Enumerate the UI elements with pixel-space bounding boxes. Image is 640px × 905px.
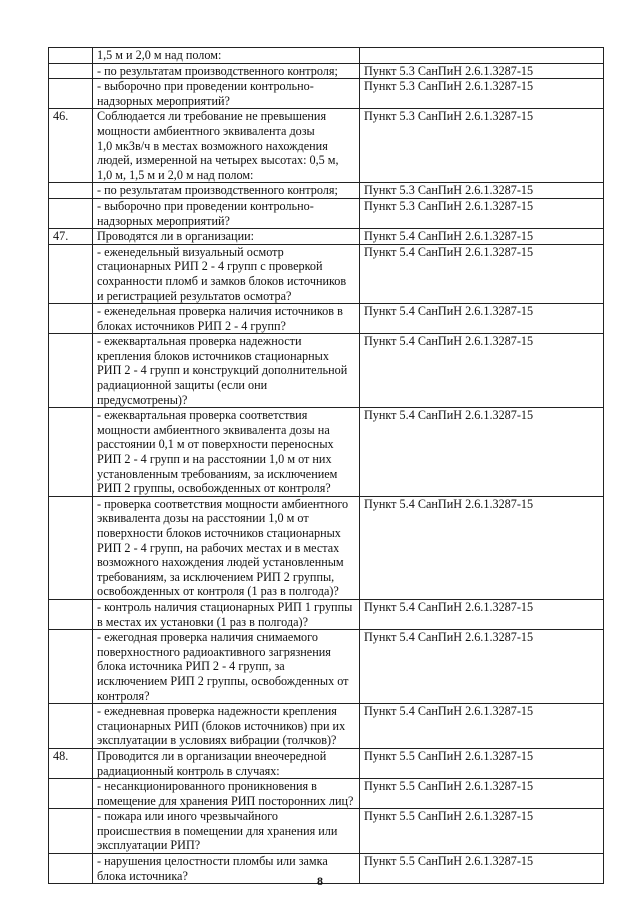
reference-cell [360,48,604,64]
requirement-cell [93,599,360,629]
table-row [49,229,604,245]
table-row [49,244,604,303]
requirement-line: помещение для хранения РИП посторонних лиц? [97,793,354,808]
page-number: 8 [317,874,323,888]
reference-cell: Пункт 5.4 СанПиН 2.6.1.3287-15 [360,408,604,497]
requirement-cell [93,704,360,749]
item-number-cell [49,809,93,854]
item-number-cell [49,79,93,109]
item-number-cell [49,244,93,303]
reference-cell: Пункт 5.4 СанПиН 2.6.1.3287-15 [360,630,604,704]
reference-cell: Пункт 5.5 СанПиН 2.6.1.3287-15 [360,779,604,809]
reference-cell: Пункт 5.4 СанПиН 2.6.1.3287-15 [360,599,604,629]
requirement-cell [93,48,360,64]
requirement-line: - несанкционированного проникновения в [97,779,317,794]
requirement-line: установленным требованиям, за исключением [97,466,338,481]
table-row [49,48,604,64]
requirement-line: - нарушения целостности пломбы или замка [97,854,328,869]
requirement-line: эксплуатации РИП? [97,838,201,853]
table-row [49,334,604,408]
reference-cell: Пункт 5.4 СанПиН 2.6.1.3287-15 [360,304,604,334]
requirement-cell [93,408,360,497]
requirement-line: Проводится ли в организации внеочередной [97,748,327,763]
requirement-line: сохранности пломб и замков блоков источников [97,273,347,288]
table-row [49,809,604,854]
item-number-cell [49,183,93,199]
requirement-line: - проверка соответствия мощности амбиентного [97,496,349,511]
requirement-line: радиационной защиты (если они [97,378,268,393]
requirement-line: РИП 2 - 4 групп и на расстоянии 1,0 м от них [97,452,332,467]
requirement-line: требованиям, за исключением РИП 2 группы, [97,569,335,584]
requirement-line: радиационный контроль в случаях: [97,763,280,778]
requirement-line: Соблюдается ли требование не превышения [97,109,327,124]
requirement-line: предусмотрены)? [97,392,188,407]
item-number-cell: 46. [49,109,93,183]
requirement-cell [93,809,360,854]
requirement-line: стационарных РИП (блоков источников) при их [97,718,346,733]
requirement-line: эквивалента дозы на расстоянии 1,0 м от [97,511,309,526]
requirement-line: - контроль наличия стационарных РИП 1 группы [97,599,353,614]
item-number-cell [49,496,93,599]
table-row [49,79,604,109]
requirement-cell [93,334,360,408]
table-row [49,304,604,334]
requirement-line: - выборочно при проведении контрольно- [97,198,314,213]
requirement-line: людей, измеренной на четырех высотах: 0,5 м, [97,153,339,168]
requirement-line: надзорных мероприятий? [97,93,230,108]
requirement-line: происшествия в помещении для хранения или [97,823,338,838]
reference-cell: Пункт 5.3 СанПиН 2.6.1.3287-15 [360,79,604,109]
reference-cell: Пункт 5.5 СанПиН 2.6.1.3287-15 [360,748,604,778]
requirement-line: блока источника? [97,868,188,883]
requirement-line: расстоянии 0,1 м от поверхности переносных [97,437,334,452]
item-number-cell [49,334,93,408]
requirement-line: - по результатам производственного контроля; [97,183,338,198]
table-row [49,63,604,79]
requirement-cell [93,779,360,809]
requirement-line: - ежеквартальная проверка надежности [97,334,302,349]
requirement-line: - пожара или иного чрезвычайного [97,809,278,824]
reference-cell: Пункт 5.4 СанПиН 2.6.1.3287-15 [360,244,604,303]
reference-cell: Пункт 5.3 СанПиН 2.6.1.3287-15 [360,109,604,183]
item-number-cell [49,198,93,228]
requirement-line: - ежедневная проверка надежности крепления [97,704,337,719]
requirement-line: блока источника РИП 2 - 4 групп, за [97,659,285,674]
requirement-cell [93,496,360,599]
item-number-cell [49,408,93,497]
item-number-cell [49,599,93,629]
requirement-line: РИП 2 группы, освобожденных от контроля? [97,481,331,496]
requirement-line: РИП 2 - 4 групп, на рабочих местах и в местах [97,540,340,555]
reference-cell: Пункт 5.4 СанПиН 2.6.1.3287-15 [360,704,604,749]
requirement-line: контроля? [97,688,150,703]
table-row [49,630,604,704]
table-row [49,779,604,809]
item-number-cell: 48. [49,748,93,778]
table-row [49,748,604,778]
requirement-line: в местах их установки (1 раз в полгода)? [97,614,308,629]
requirement-line: - ежеквартальная проверка соответствия [97,408,308,423]
requirement-line: - выборочно при проведении контрольно- [97,79,314,94]
requirement-line: мощности амбиентного эквивалента дозы [97,123,315,138]
reference-cell: Пункт 5.5 СанПиН 2.6.1.3287-15 [360,809,604,854]
requirement-line: мощности амбиентного эквивалента дозы на [97,422,330,437]
reference-cell: Пункт 5.5 СанПиН 2.6.1.3287-15 [360,854,604,884]
requirement-line: 1,0 м, 1,5 м и 2,0 м над полом: [97,167,254,182]
requirement-line: 1,0 мкЗв/ч в местах возможного нахождения [97,138,328,153]
requirement-cell [93,244,360,303]
reference-cell: Пункт 5.3 СанПиН 2.6.1.3287-15 [360,198,604,228]
reference-cell: Пункт 5.4 СанПиН 2.6.1.3287-15 [360,229,604,245]
requirement-cell [93,229,360,245]
requirement-line: блоках источников РИП 2 - 4 групп? [97,318,286,333]
item-number-cell [49,630,93,704]
checklist-table [48,47,604,884]
table-row [49,109,604,183]
requirement-line: освобожденных от контроля (1 раз в полгода)? [97,584,339,599]
item-number-cell: 47. [49,229,93,245]
table-row [49,198,604,228]
item-number-cell [49,304,93,334]
requirement-line: исключением РИП 2 группы, освобожденных от [97,673,349,688]
table-row [49,183,604,199]
requirement-line: возможного нахождения людей установленным [97,555,344,570]
requirement-line: Проводятся ли в организации: [97,229,255,244]
requirement-cell [93,109,360,183]
reference-cell: Пункт 5.4 СанПиН 2.6.1.3287-15 [360,496,604,599]
requirement-line: РИП 2 - 4 групп и конструкций дополнительной [97,363,348,378]
requirement-cell [93,63,360,79]
reference-cell: Пункт 5.4 СанПиН 2.6.1.3287-15 [360,334,604,408]
table-row [49,408,604,497]
requirement-line: 1,5 м и 2,0 м над полом: [97,48,222,62]
requirement-line: - ежегодная проверка наличия снимаемого [97,630,318,645]
requirement-line: стационарных РИП 2 - 4 групп с проверкой [97,259,323,274]
checklist-table-body [49,48,604,884]
item-number-cell [49,48,93,64]
requirement-line: и регистрацией результатов осмотра? [97,288,292,303]
requirement-cell [93,183,360,199]
table-row [49,704,604,749]
requirement-line: крепления блоков источников стационарных [97,348,329,363]
requirement-cell [93,198,360,228]
table-row [49,496,604,599]
requirement-line: надзорных мероприятий? [97,213,230,228]
requirement-line: поверхности блоков источников стационарных [97,526,341,540]
requirement-line: - еженедельная проверка наличия источников в [97,304,343,319]
requirement-cell [93,304,360,334]
requirement-cell [93,630,360,704]
requirement-cell [93,748,360,778]
item-number-cell [49,63,93,79]
requirement-line: - по результатам производственного контроля; [97,63,338,78]
requirement-cell [93,79,360,109]
reference-cell: Пункт 5.3 СанПиН 2.6.1.3287-15 [360,183,604,199]
requirement-line: поверхностного радиоактивного загрязнения [97,644,331,659]
requirement-line: эксплуатации в условиях вибрации (толчков)? [97,733,337,748]
table-row [49,599,604,629]
item-number-cell [49,779,93,809]
requirement-line: - еженедельный визуальный осмотр [97,244,284,259]
item-number-cell [49,704,93,749]
reference-cell: Пункт 5.3 СанПиН 2.6.1.3287-15 [360,63,604,79]
